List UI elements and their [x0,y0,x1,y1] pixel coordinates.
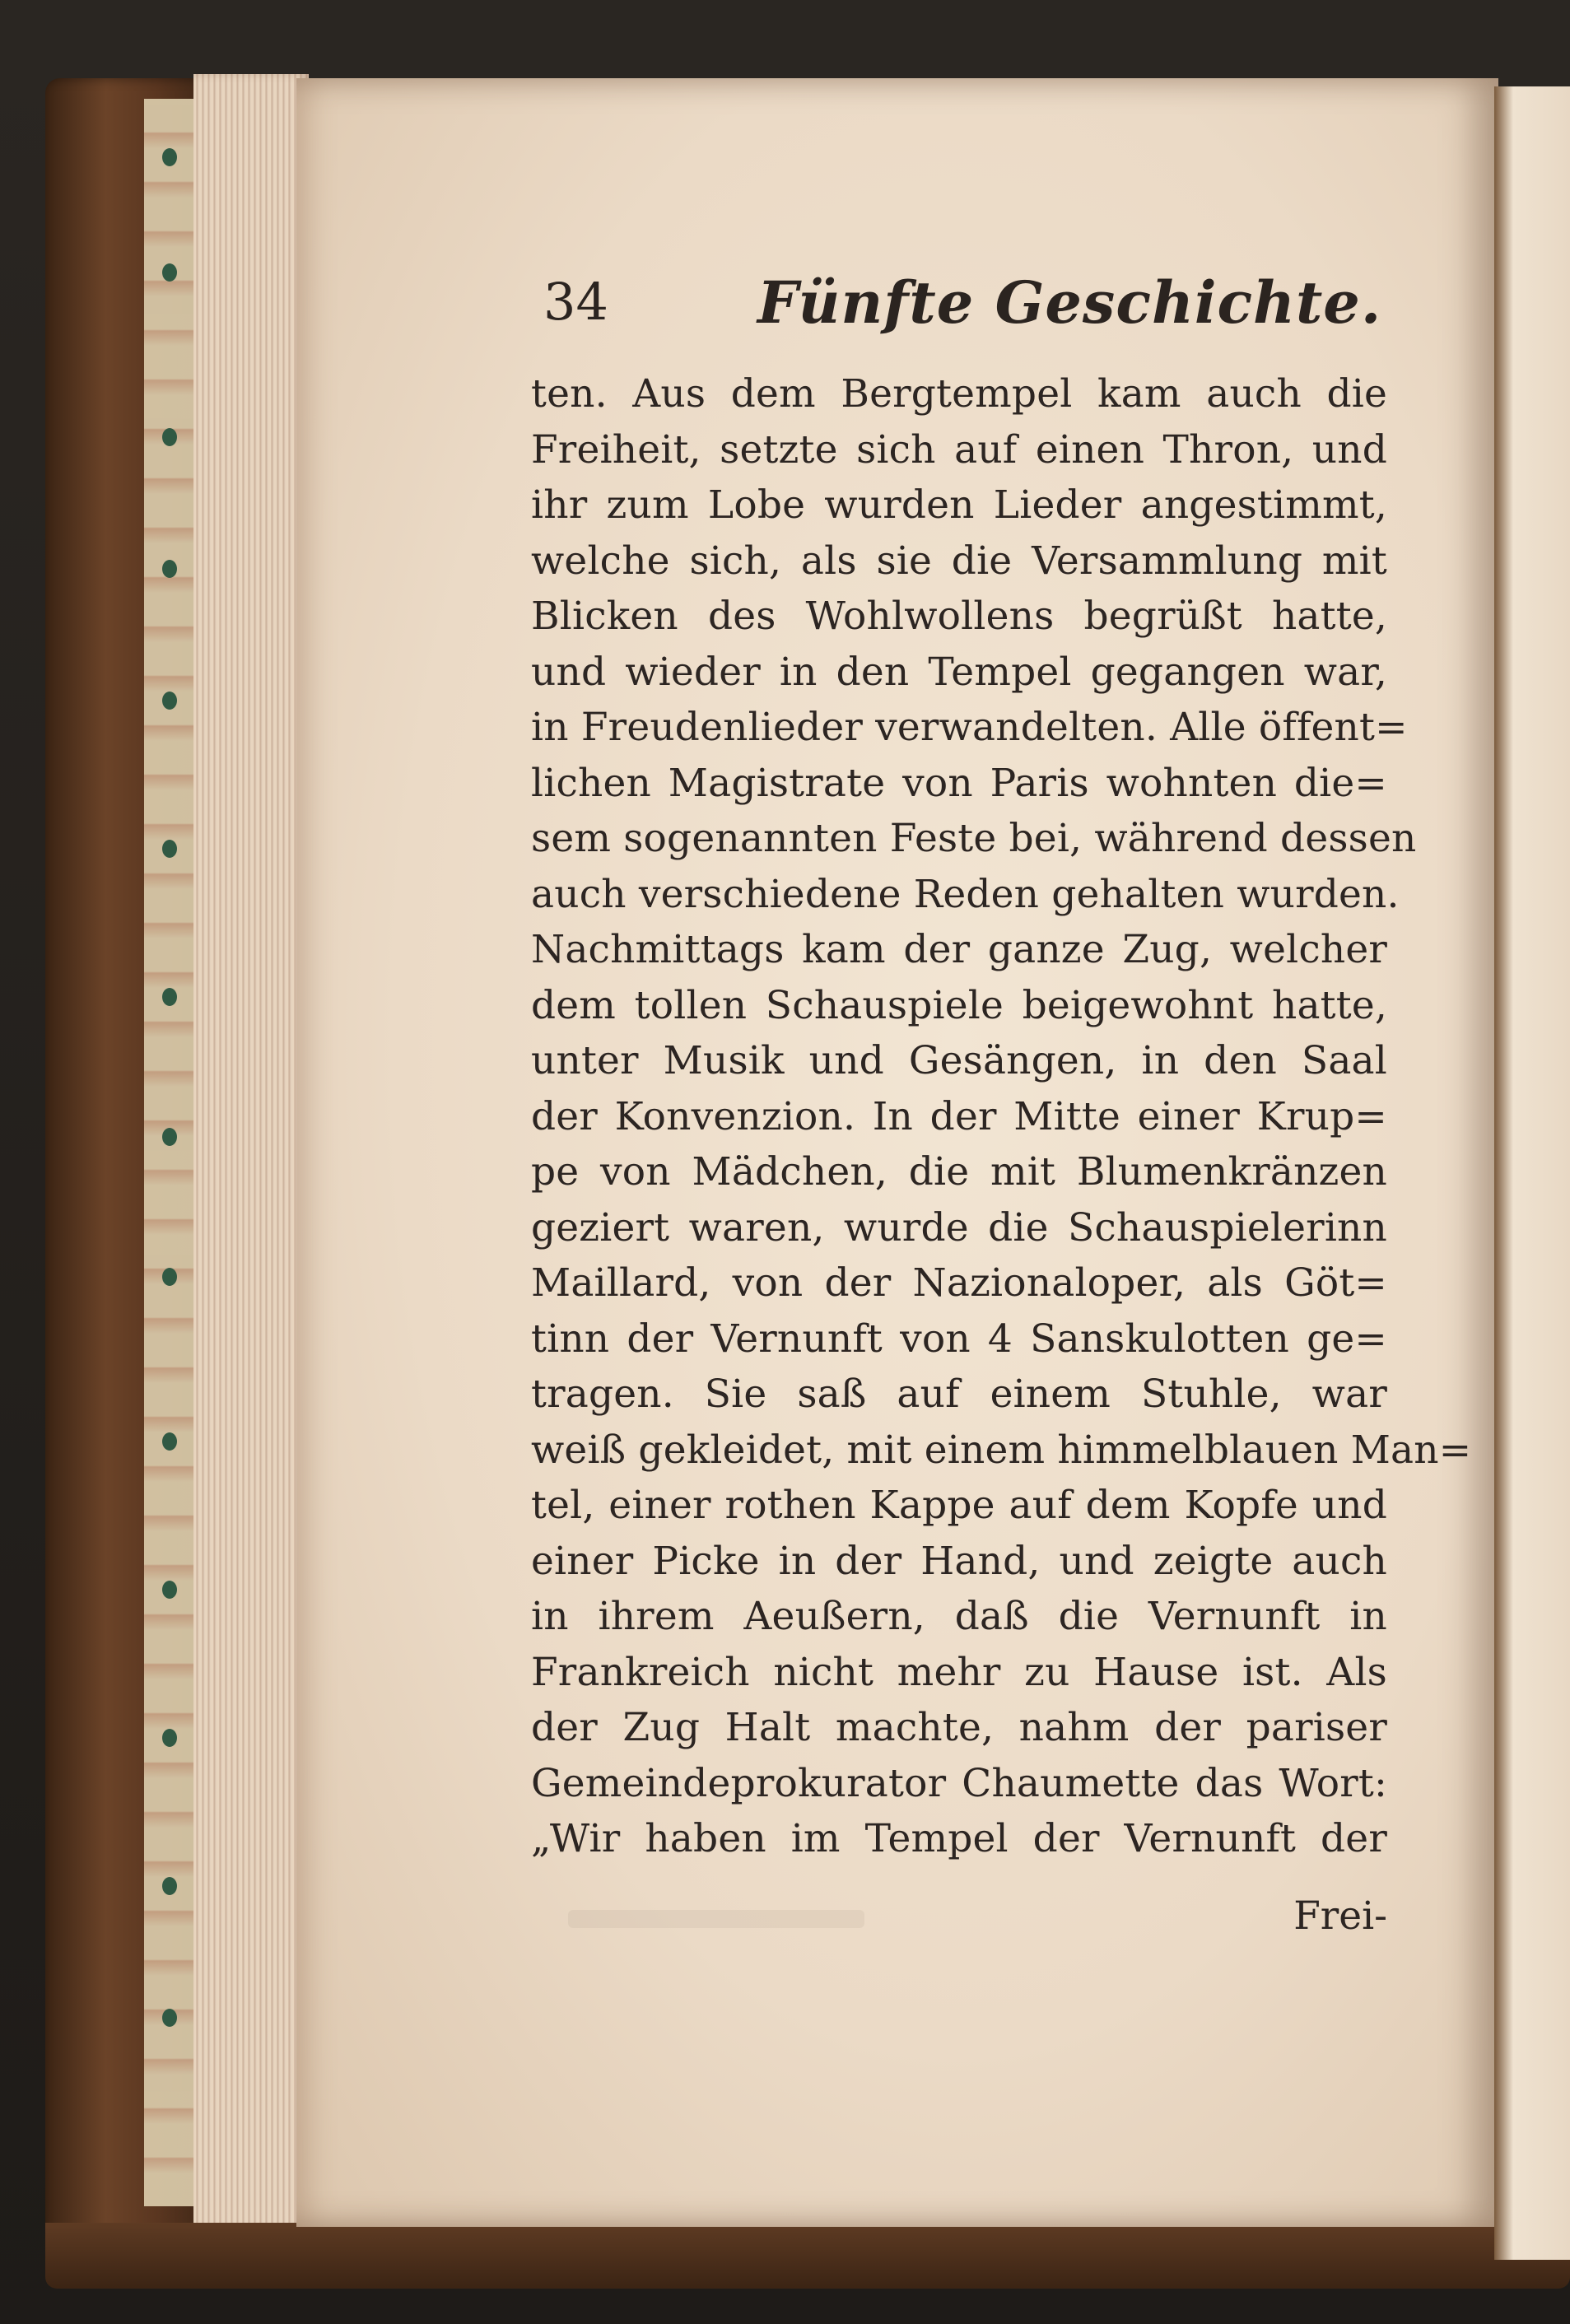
text-line: Gemeindeprokurator Chaumette das Wort: [531,1760,1387,1806]
text-line: Maillard, von der Nazionaloper, als Göt= [531,1260,1387,1306]
text-line: „Wir haben im Tempel der Vernunft der [531,1816,1387,1861]
text-line: unter Musik und Gesängen, in den Saal [531,1038,1387,1083]
text-line: weiß gekleidet, mit einem himmelblauen Man= [531,1427,1472,1473]
endpaper-dot [162,560,177,578]
facing-page-edge [1494,86,1570,2260]
cover-bottom-edge [45,2223,1570,2289]
text-line: der Konvenzion. In der Mitte einer Krup= [531,1093,1387,1139]
catchword: Frei- [1293,1893,1387,1939]
text-line: dem tollen Schauspiele beigewohnt hatte, [531,982,1387,1028]
endpaper-dot [162,263,177,282]
text-line: welche sich, als sie die Versammlung mit [531,538,1387,584]
endpaper-dot [162,428,177,446]
body-text [531,366,1472,1867]
text-line: auch verschiedene Reden gehalten wurden. [531,871,1400,917]
text-line: tel, einer rothen Kappe auf dem Kopfe und [531,1483,1387,1528]
text-line: tragen. Sie saß auf einem Stuhle, war [531,1372,1387,1417]
running-head: Fünfte Geschichte. [757,268,1382,337]
endpaper-dot [162,1729,177,1747]
text-line: ihr zum Lobe wurden Lieder angestimmt, [531,482,1387,528]
catchword-row [531,1893,1387,1939]
endpaper-dot [162,692,177,710]
text-line: sem sogenannten Feste bei, während dessen [531,816,1417,861]
text-line: Nachmittags kam der ganze Zug, welcher [531,927,1387,972]
text-line: und wieder in den Tempel gegangen war, [531,649,1387,695]
text-line: Blicken des Wohlwollens begrüßt hatte, [531,594,1387,639]
page-header [543,268,1482,346]
text-line: in ihrem Aeußern, daß die Vernunft in [531,1594,1387,1639]
endpaper-dot [162,2009,177,2027]
page-number: 34 [543,272,608,332]
endpaper-dot [162,840,177,858]
endpaper-dot [162,1128,177,1146]
endpaper-dot [162,1581,177,1599]
text-line: pe von Mädchen, die mit Blumenkränzen [531,1149,1387,1195]
text-line: Frankreich nicht mehr zu Hause ist. Als [531,1649,1387,1695]
text-line: tinn der Vernunft von 4 Sanskulotten ge= [531,1316,1387,1362]
text-line: in Freudenlieder verwandelten. Alle öffent= [531,705,1408,750]
endpaper-dot [162,1432,177,1451]
endpaper-dot [162,1268,177,1286]
endpaper-dot [162,1877,177,1895]
text-line: lichen Magistrate von Paris wohnten die= [531,760,1387,806]
endpaper-dot [162,148,177,166]
text-line: geziert waren, wurde die Schauspielerinn [531,1204,1387,1250]
text-line: einer Picke in der Hand, und zeigte auch [531,1538,1387,1584]
page-edges [193,74,309,2231]
endpaper-dot [162,988,177,1006]
text-line: der Zug Halt machte, nahm der pariser [531,1705,1387,1750]
text-line: Freiheit, setzte sich auf einen Thron, und [531,426,1387,473]
text-line: ten. Aus dem Bergtempel kam auch die [531,371,1387,417]
